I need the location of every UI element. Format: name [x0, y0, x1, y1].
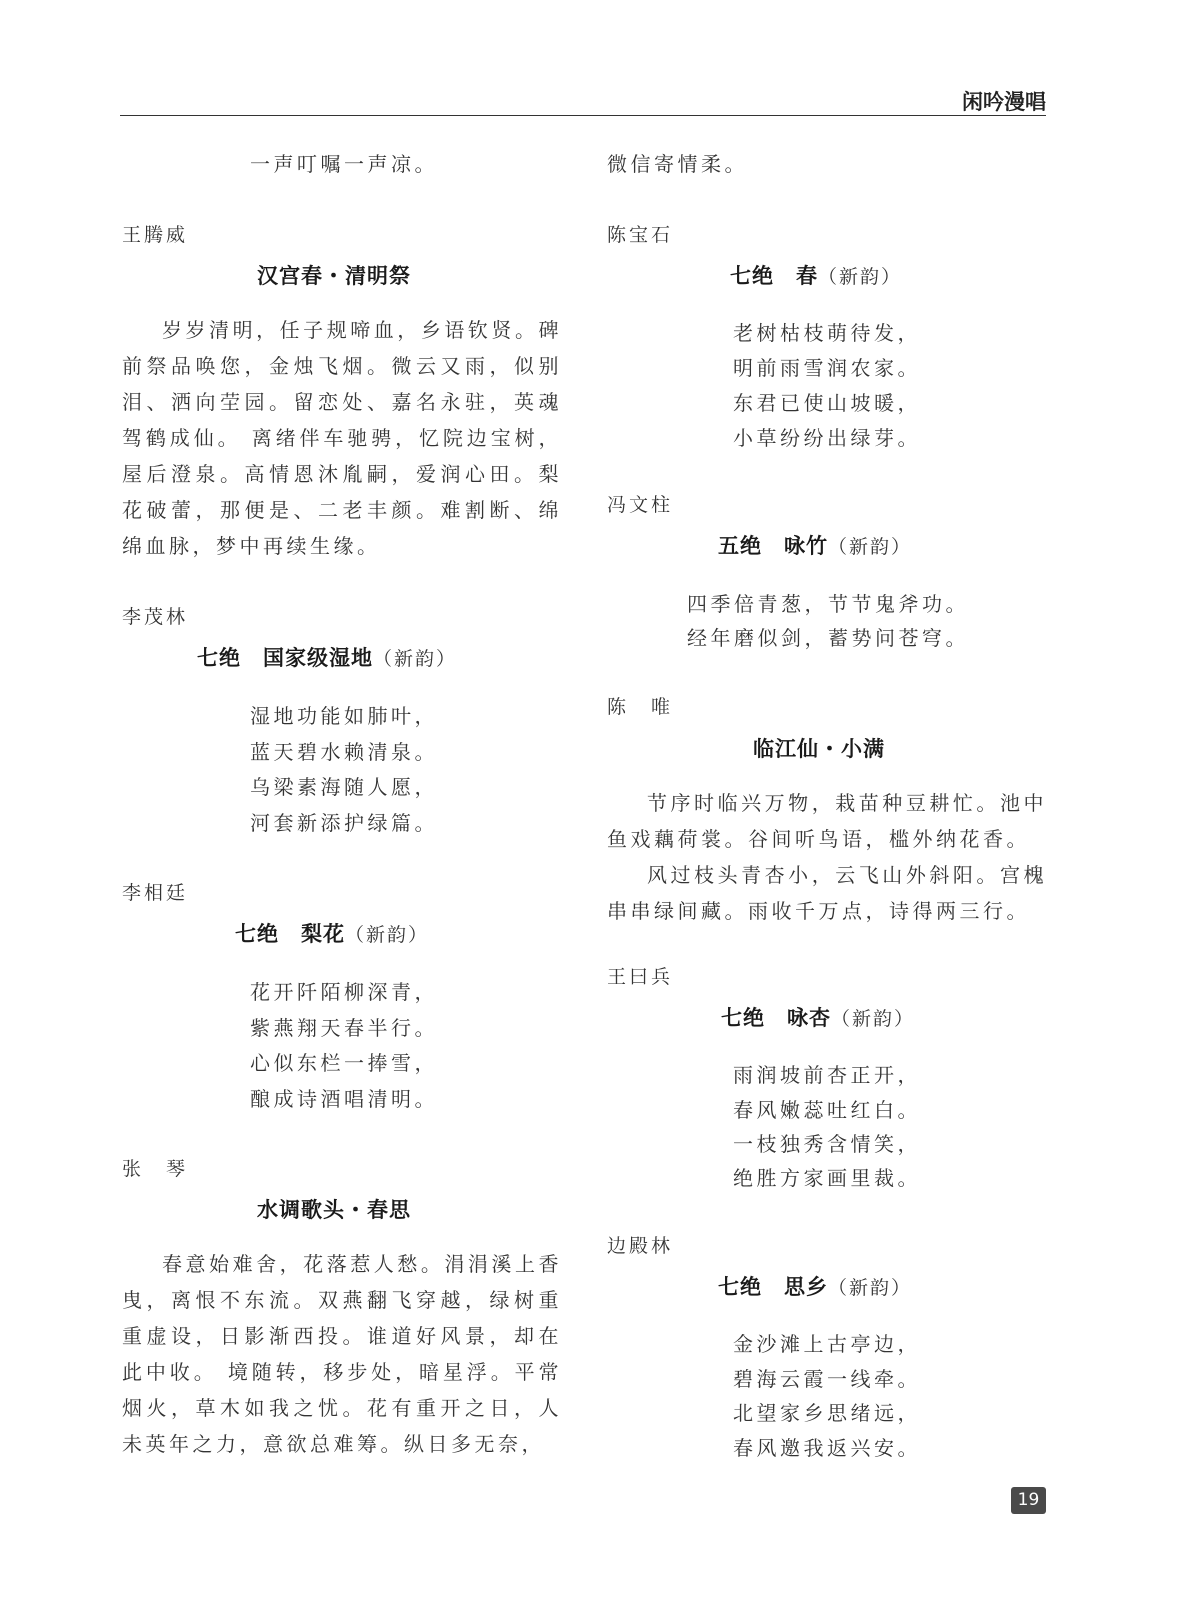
- poem-body: [122, 1246, 562, 1462]
- poem-line: 河套新添护绿篇。: [250, 811, 438, 835]
- section-title: 闲吟漫唱: [962, 90, 1046, 114]
- poem-title: [721, 1002, 915, 1032]
- poem-author: 李相廷: [122, 882, 189, 904]
- poem-title-note: （新韵）: [373, 648, 458, 670]
- poem-text: 春意始难舍，花落惹人愁。涓涓溪上香曳，离恨不东流。双燕翻飞穿越，绿树重重虚设，日影渐西投。谁道好风景，却在此中收。 境随转，移步处，暗星浮。平常烟火，草木如我之忧。花有重开之日，人未英年之力，意欲总难筹。纵日多无奈，: [122, 1252, 562, 1456]
- poem-title: [730, 260, 902, 290]
- continuation-line: 微信寄情柔。: [607, 152, 748, 176]
- poem-line: 酿成诗酒唱清明。: [250, 1087, 438, 1111]
- poem-line: 经年磨似剑，蓄势问苍穹。: [687, 626, 969, 650]
- header-rule: [120, 115, 1046, 116]
- poem-author: 陈 唯: [607, 696, 674, 718]
- poem-title-main: 七绝 国家级湿地: [197, 646, 373, 670]
- poem-title-note: （新韵）: [345, 924, 430, 946]
- poem-title-note: （新韵）: [828, 536, 913, 558]
- poem-title: [718, 530, 912, 560]
- poem-title-main: 七绝 思乡: [718, 1275, 828, 1299]
- poem-line: 湿地功能如肺叶，: [250, 704, 438, 728]
- poem-author: 王曰兵: [607, 966, 674, 988]
- poem-line: 紫燕翔天春半行。: [250, 1016, 438, 1040]
- poem-title-note: （新韵）: [831, 1008, 916, 1030]
- poem-title-main: 五绝 咏竹: [718, 534, 828, 558]
- page-number: 19: [1011, 1487, 1046, 1514]
- poem-author: 李茂林: [122, 606, 189, 628]
- poem-title: 临江仙・小满: [753, 737, 885, 761]
- poem-body: [607, 785, 1047, 929]
- poem-title-note: （新韵）: [818, 266, 903, 288]
- poem-line: 雨润坡前杏正开，: [733, 1063, 921, 1087]
- poem-author: 王腾威: [122, 224, 189, 246]
- poem-line: 蓝天碧水赖清泉。: [250, 740, 438, 764]
- poem-author: 陈宝石: [607, 224, 674, 246]
- poem-title: 水调歌头・春思: [257, 1198, 411, 1222]
- poem-title: 汉宫春・清明祭: [257, 264, 411, 288]
- poem-text: 风过枝头青杏小，云飞山外斜阳。宫槐串串绿间藏。雨收千万点，诗得两三行。: [607, 863, 1047, 923]
- poem-line: 绝胜方家画里裁。: [733, 1166, 921, 1190]
- poem-title-main: 七绝 梨花: [235, 922, 345, 946]
- poem-line: 明前雨雪润农家。: [733, 356, 921, 380]
- poem-title-main: 七绝 咏杏: [721, 1006, 831, 1030]
- poem-author: 边殿林: [607, 1235, 674, 1257]
- poem-line: 老树枯枝萌待发，: [733, 321, 921, 345]
- poem-line: 乌梁素海随人愿，: [250, 775, 438, 799]
- poem-author: 冯文柱: [607, 494, 674, 516]
- poem-title: [718, 1271, 912, 1301]
- poem-line: 一枝独秀含情笑，: [733, 1132, 921, 1156]
- poem-line: 东君已使山坡暖，: [733, 391, 921, 415]
- poem-title: [235, 918, 429, 948]
- poem-title-note: （新韵）: [828, 1277, 913, 1299]
- poem-text: 节序时临兴万物，栽苗种豆耕忙。池中鱼戏藕荷裳。谷间听鸟语，槛外纳花香。: [607, 791, 1047, 851]
- poem-line: 心似东栏一捧雪，: [250, 1051, 438, 1075]
- poem-line: 北望家乡思绪远，: [733, 1401, 921, 1425]
- poem-line: 花开阡陌柳深青，: [250, 980, 438, 1004]
- poem-line: 四季倍青葱，节节鬼斧功。: [687, 592, 969, 616]
- poem-line: 碧海云霞一线牵。: [733, 1367, 921, 1391]
- poem-text: 岁岁清明，任子规啼血，乡语钦贤。碑前祭品唤您，金烛飞烟。微云又雨，似别泪、洒向茔园。留恋处、嘉名永驻，英魂驾鹤成仙。 离绪伴车驰骋，忆院边宝树，屋后澄泉。高情恩沐胤嗣，爱润心田。梨花破蕾，那便是、二老丰颜。难割断、绵绵血脉，梦中再续生缘。: [122, 318, 562, 558]
- poem-line: 小草纷纷出绿芽。: [733, 426, 921, 450]
- poem-author: 张 琴: [122, 1158, 189, 1180]
- continuation-line: 一声叮嘱一声凉。: [250, 152, 438, 176]
- poem-line: 金沙滩上古亭边，: [733, 1332, 921, 1356]
- poem-title-main: 七绝 春: [730, 264, 818, 288]
- poem-title: [197, 642, 457, 672]
- poem-line: 春风嫩蕊吐红白。: [733, 1098, 921, 1122]
- poem-line: 春风邀我返兴安。: [733, 1436, 921, 1460]
- poem-body: [122, 312, 562, 564]
